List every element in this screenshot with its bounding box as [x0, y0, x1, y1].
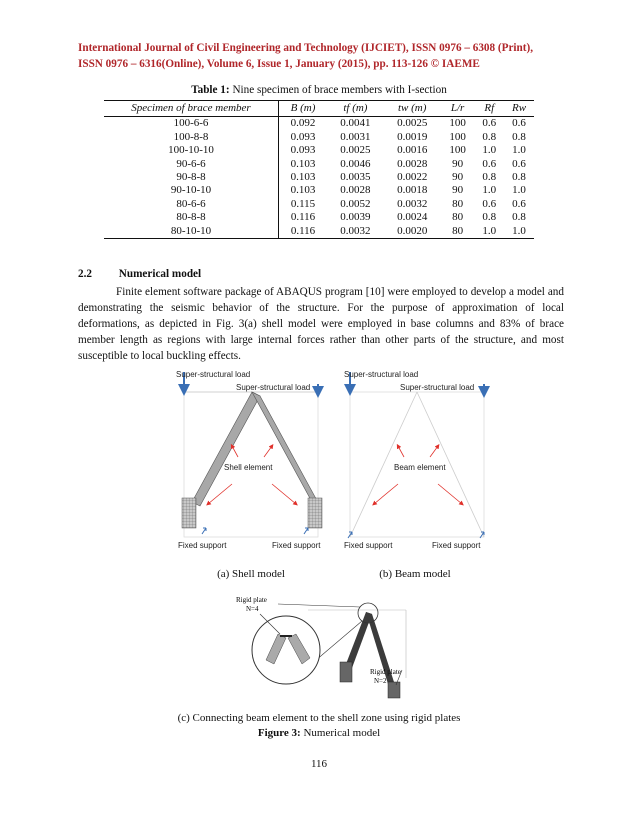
- brace-left-shell: [346, 612, 372, 668]
- table-cell: 0.093: [290, 130, 316, 143]
- table-cell: 100: [449, 117, 466, 130]
- table-row: [104, 211, 534, 224]
- shell-load-left-label: Super-structural load: [176, 370, 251, 379]
- table-cell: 0.116: [279, 225, 328, 239]
- force-arrow-icon: [264, 446, 272, 457]
- table-cell: 80: [452, 197, 464, 210]
- table-header-row: [104, 101, 534, 117]
- table-cell: 0.0019: [397, 130, 428, 143]
- table-cell: 80: [452, 211, 464, 224]
- table-cell: 0.8: [512, 171, 526, 184]
- rigid-plate-n-2: N=2: [374, 677, 387, 685]
- force-arrow-icon: [272, 484, 296, 504]
- rigid-plate-label-2: Rigid plate: [370, 668, 401, 676]
- beam-model: [344, 370, 484, 550]
- support-arrow-icon: [304, 528, 308, 534]
- table-cell: 0.0032: [397, 197, 428, 210]
- table-row: [104, 171, 534, 184]
- table-cell: 1.0: [482, 184, 497, 197]
- table-row: [104, 131, 534, 144]
- shell-column-right: [308, 498, 322, 528]
- table-row: [104, 198, 534, 211]
- shell-support-right-label: Fixed support: [272, 541, 321, 550]
- col-header: L/r: [441, 101, 475, 117]
- table-cell: 0.6: [512, 117, 526, 130]
- zoom-line: [278, 604, 360, 607]
- table-cell: 0.0041: [340, 117, 371, 130]
- table-caption: [0, 84, 638, 96]
- figure-3c-rigid-plates: [226, 590, 416, 708]
- body-paragraph: Finite element software package of ABAQUS program [10] were employed to develop a model and demonstrating the seismic behavior of the structure. For the purpose of approximation of local deformations, as depicted in Fig. 3(a) shell model were employed in base columns and 83% of brace member length as regions with large internal forces rather than other parts of the structure, and most susceptible to local buckling effects.: [78, 286, 564, 362]
- table-cell: 0.0025: [340, 144, 371, 157]
- figure-3-models: [168, 362, 508, 562]
- col-header: Rf: [475, 101, 504, 117]
- table-cell: 100-10-10: [104, 144, 279, 157]
- beam-element-label: Beam element: [394, 463, 446, 472]
- table-cell: 0.0024: [397, 211, 428, 224]
- table-cell: 0.0046: [340, 157, 371, 170]
- figure-caption-title: Numerical model: [303, 727, 381, 739]
- beam-support-right-label: Fixed support: [432, 541, 481, 550]
- table-cell: 0.6: [482, 157, 497, 170]
- table-cell: 0.0025: [397, 117, 428, 130]
- table-caption-text: Nine specimen of brace members with I-section: [232, 84, 447, 96]
- journal-header: [78, 40, 564, 72]
- table-cell: 0.8: [512, 211, 526, 224]
- table-cell: 0.8: [512, 130, 526, 143]
- shell-caption: (a) Shell model: [217, 568, 285, 580]
- table-row: [104, 225, 534, 239]
- table-cell: 0.8: [482, 211, 497, 224]
- table-cell: 80-10-10: [104, 225, 279, 239]
- force-arrow-icon: [208, 484, 232, 504]
- header-line-2: ISSN 0976 – 6316(Online), Volume 6, Issue 1, January (2015), pp. 113-126 © IAEME: [78, 58, 480, 70]
- col-header: tw (m): [384, 101, 441, 117]
- table-cell: 0.115: [290, 197, 316, 210]
- support-arrow-icon: [202, 528, 206, 534]
- table-cell: 90-8-8: [104, 171, 279, 184]
- table-row: [104, 117, 534, 131]
- table-cell: 0.0032: [327, 225, 384, 239]
- table-cell: 0.092: [290, 117, 316, 130]
- table-caption-label: Table 1:: [191, 84, 230, 96]
- table-cell: 0.103: [290, 171, 316, 184]
- table-cell: 0.6: [482, 117, 497, 130]
- table-cell: 0.6: [482, 197, 497, 210]
- table-cell: 80-6-6: [104, 198, 279, 211]
- table-row: [104, 158, 534, 171]
- col-header: Rw: [504, 101, 534, 117]
- shell-element-label: Shell element: [224, 463, 273, 472]
- table-cell: 0.8: [482, 130, 497, 143]
- page-number: 116: [310, 758, 328, 770]
- specimen-table: [104, 100, 534, 239]
- col-header: Specimen of brace member: [104, 101, 279, 117]
- table-cell: 0.0016: [397, 144, 428, 157]
- col-header: B (m): [279, 101, 328, 117]
- rigid-plate-label-1: Rigid plate: [236, 596, 267, 604]
- table-cell: 0.0028: [340, 184, 371, 197]
- table-cell: 90: [452, 171, 464, 184]
- table-cell: 0.0022: [397, 171, 428, 184]
- force-arrow-icon: [232, 446, 238, 457]
- table-cell: 1.0: [504, 225, 534, 239]
- table-cell: 0.0018: [397, 184, 428, 197]
- table-cell: 90: [452, 157, 464, 170]
- table-cell: 80-8-8: [104, 211, 279, 224]
- base-column-left: [340, 662, 352, 682]
- table-cell: 90-6-6: [104, 158, 279, 171]
- table-cell: 0.103: [290, 184, 316, 197]
- shell-column-left: [182, 498, 196, 528]
- base-column-right: [388, 682, 400, 698]
- force-arrow-icon: [374, 484, 398, 504]
- header-line-1: International Journal of Civil Engineering and Technology (IJCIET), ISSN 0976 – 6308 (Print),: [78, 42, 534, 54]
- force-arrow-icon: [398, 446, 404, 457]
- table-cell: 0.0052: [340, 197, 371, 210]
- table-cell: 0.0020: [384, 225, 441, 239]
- table-row: [104, 184, 534, 197]
- table-cell: 100: [449, 130, 466, 143]
- table-cell: 1.0: [512, 144, 526, 157]
- table-cell: 100-8-8: [104, 131, 279, 144]
- zoom-circle-large: [252, 616, 320, 684]
- table-cell: 1.0: [512, 184, 526, 197]
- col-header: tf (m): [327, 101, 384, 117]
- force-arrow-icon: [430, 446, 438, 457]
- table-cell: 100: [449, 144, 466, 157]
- table-cell: 90-10-10: [104, 184, 279, 197]
- table-cell: 0.8: [482, 171, 497, 184]
- table-cell: 90: [452, 184, 464, 197]
- shell-model: [176, 370, 322, 550]
- table-cell: 0.6: [512, 197, 526, 210]
- table-cell: 1.0: [482, 144, 497, 157]
- shell-load-right-label: Super-structural load: [236, 383, 311, 392]
- beam-support-left-label: Fixed support: [344, 541, 393, 550]
- beam-caption: (b) Beam model: [379, 568, 451, 580]
- table-cell: 0.0028: [397, 157, 428, 170]
- table-cell: 0.0031: [340, 130, 371, 143]
- figure-caption-label: Figure 3:: [257, 727, 301, 739]
- beam-load-right-label: Super-structural load: [400, 383, 475, 392]
- table-cell: 100-6-6: [104, 117, 279, 131]
- table-cell: 0.116: [290, 211, 316, 224]
- detail-caption: (c) Connecting beam element to the shell zone using rigid plates: [177, 712, 461, 724]
- force-arrow-icon: [438, 484, 462, 504]
- table-cell: 0.093: [290, 144, 316, 157]
- section-heading: [78, 268, 201, 280]
- table-cell: 0.0035: [340, 171, 371, 184]
- shell-support-left-label: Fixed support: [178, 541, 227, 550]
- beam-load-left-label: Super-structural load: [344, 370, 419, 379]
- table-cell: 1.0: [475, 225, 504, 239]
- section-number: 2.2: [78, 268, 92, 280]
- table-row: [104, 144, 534, 157]
- table-cell: 80: [441, 225, 475, 239]
- shell-brace-right: [252, 392, 320, 506]
- section-title: Numerical model: [118, 268, 202, 280]
- table-cell: 0.103: [290, 157, 316, 170]
- table-cell: 0.0039: [340, 211, 371, 224]
- rigid-plate-n-1: N=4: [246, 605, 259, 613]
- table-cell: 0.6: [512, 157, 526, 170]
- figure-caption: [100, 727, 538, 739]
